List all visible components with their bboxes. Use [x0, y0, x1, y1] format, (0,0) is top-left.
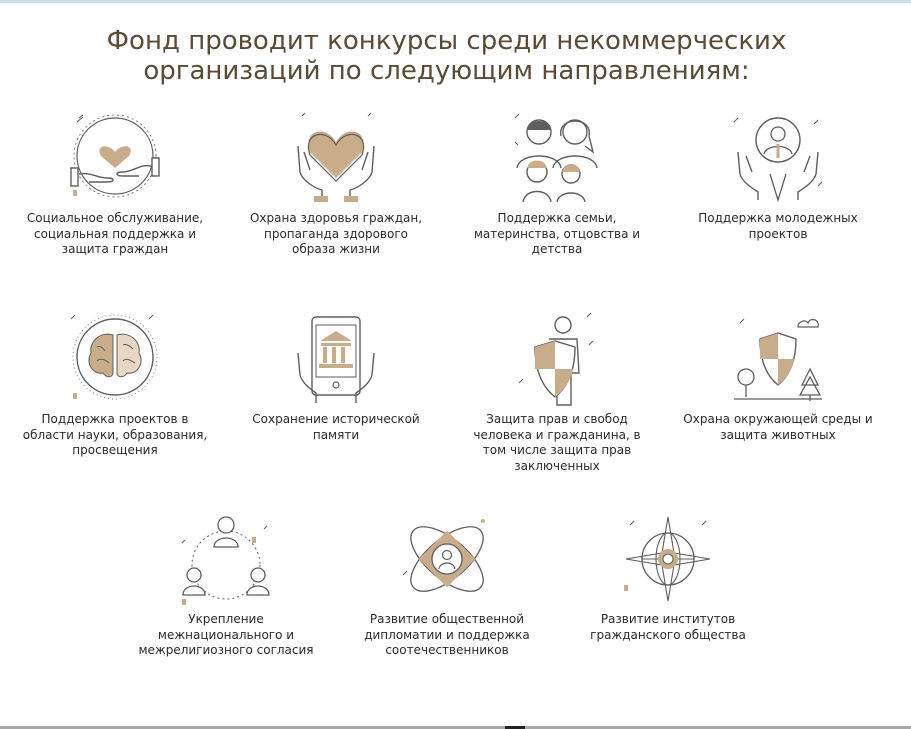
- page-title: [0, 26, 893, 86]
- direction-science: [20, 313, 210, 459]
- direction-label: Охрана окружающей среды и защита животных: [683, 412, 873, 442]
- family-icon: [509, 112, 605, 208]
- direction-youth: [683, 112, 873, 242]
- direction-label: Сохранение исторической памяти: [252, 412, 420, 442]
- page-title-line-2: организаций по следующим направлениям:: [143, 56, 750, 86]
- direction-label: Социальное обслуживание, социальная поддержка и защита граждан: [26, 211, 204, 256]
- direction-family: [462, 112, 652, 258]
- direction-label: Охрана здоровья граждан, пропаганда здорового образа жизни: [249, 211, 423, 256]
- three-people-icon: [178, 513, 274, 609]
- page-title-line-1: Фонд проводит конкурсы среди некоммерческих: [106, 26, 787, 56]
- heart-in-hands-icon: [288, 112, 384, 208]
- youth-person-hands-icon: [730, 112, 826, 208]
- nature-shield-icon: [730, 313, 826, 409]
- person-shield-icon: [509, 313, 605, 409]
- direction-social-support: [20, 112, 210, 258]
- direction-label: Защита прав и свобод человека и гражданина, в том числе защита прав заключенных: [473, 412, 641, 473]
- compass-globe-icon: [620, 513, 716, 609]
- direction-diplomacy: [352, 513, 542, 659]
- direction-label: Поддержка проектов в области науки, образования, просвещения: [22, 412, 208, 457]
- museum-tablet-icon: [288, 313, 384, 409]
- direction-label: Укрепление межнационального и межрелигиозного согласия: [138, 612, 314, 657]
- person-orbit-icon: [399, 513, 495, 609]
- direction-interethnic: [131, 513, 321, 659]
- direction-label: Развитие общественной дипломатии и поддержка соотечественников: [364, 612, 530, 657]
- heart-hands-icon: [67, 112, 163, 208]
- direction-label: Поддержка семьи, материнства, отцовства и детства: [473, 211, 641, 256]
- brain-icon: [67, 313, 163, 409]
- direction-health: [241, 112, 431, 258]
- direction-history: [241, 313, 431, 443]
- direction-civil-society: [573, 513, 763, 643]
- top-border: [0, 0, 911, 3]
- direction-environment: [683, 313, 873, 443]
- direction-human-rights: [462, 313, 652, 474]
- direction-label: Развитие институтов гражданского общества: [590, 612, 746, 642]
- direction-label: Поддержка молодежных проектов: [698, 211, 858, 241]
